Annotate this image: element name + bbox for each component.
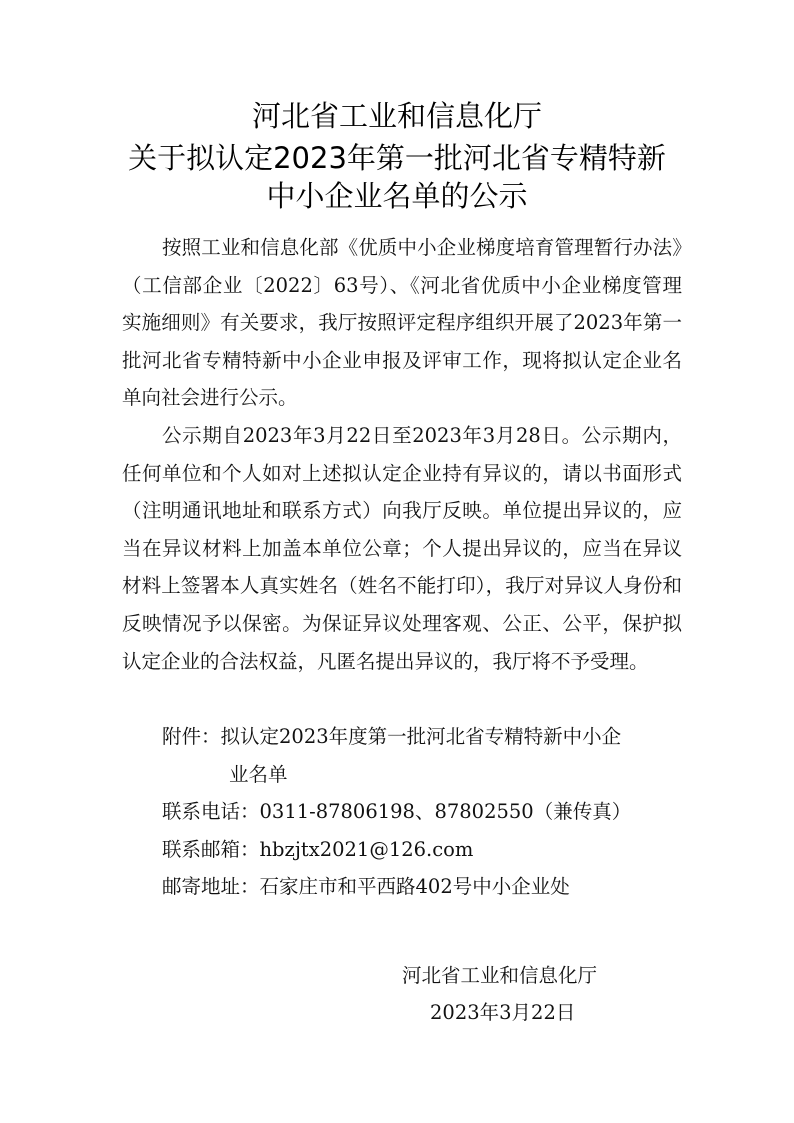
- title-line-3: 中小企业名单的公示: [266, 179, 528, 213]
- contact-phone: 联系电话：0311-87806198、87802550（兼传真）: [162, 800, 632, 823]
- attachment-line: [162, 718, 682, 756]
- signature-date: 2023年3月22日: [430, 1001, 576, 1024]
- attachment-title: 拟认定2023年度第一批河北省专精特新中小企: [220, 725, 622, 748]
- contact-address: 邮寄地址：石家庄市和平西路402号中小企业处: [162, 875, 570, 898]
- attachment-title-continued: 业名单: [229, 763, 288, 786]
- contact-email: 联系邮箱：hbzjtx2021@126.com: [162, 838, 474, 861]
- title-line-2: 关于拟认定2023年第一批河北省专精特新: [128, 141, 666, 175]
- title-line-1: 河北省工业和信息化厅: [251, 99, 542, 133]
- body-paragraph-1: 按照工业和信息化部《优质中小企业梯度培育管理暂行办法》（工信部企业〔2022〕63号）、《河北省优质中小企业梯度管理实施细则》有关要求，我厅按照评定程序组织开展了2023年第一批河北省专精特新中小企业申报及评审工作，现将拟认定企业名单向社会进行公示。: [122, 236, 682, 410]
- signature-org: 河北省工业和信息化厅: [402, 964, 598, 987]
- body-paragraph-2: 公示期自2023年3月22日至2023年3月28日。公示期内，任何单位和个人如对上述拟认定企业持有异议的，请以书面形式（注明通讯地址和联系方式）向我厅反映。单位提出异议的，应当在异议材料上加盖本单位公章；个人提出异议的，应当在异议材料上签署本人真实姓名（姓名不能打印），我厅对异议人身份和反映情况予以保密。为保证异议处理客观、公正、公平，保护拟认定企业的合法权益，凡匿名提出异议的，我厅将不予受理。: [122, 424, 682, 673]
- attachment-label: 附件：: [162, 725, 221, 748]
